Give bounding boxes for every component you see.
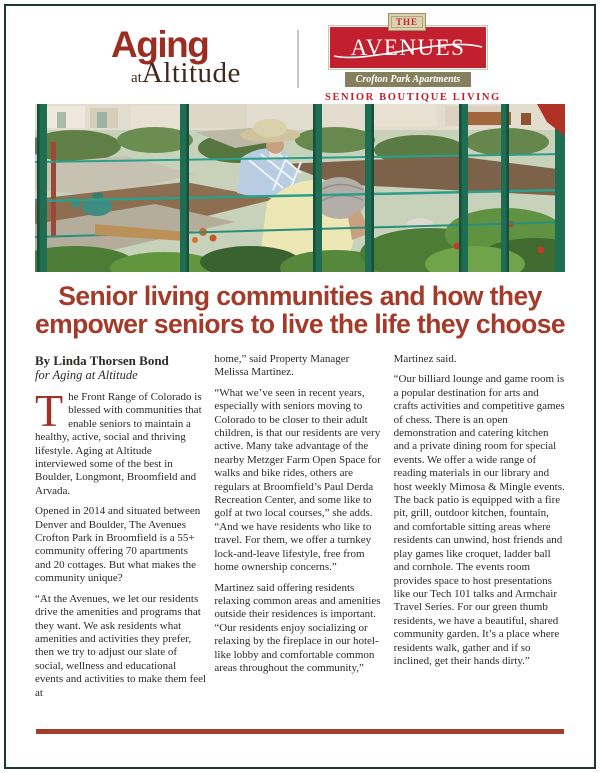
aging-logo-word: Aging	[111, 24, 209, 65]
article-headline	[26, 282, 575, 338]
paragraph: “Our billiard lounge and game room is a popular destination for arts and crafts activities and competitive games of chess. There is an open demonstration and catering kitchen and a private dining room for special events. We offer a wide range of reading materials in our library and host weekly Mimosa & Mingle events. The back patio is equipped with a fire pit, grill, outdoor kitchen, fountain, and comfortable sitting areas where residents can unwind, host friends and play games like croquet, ladder ball and cornhole. The events room provides space to host presentations like our Tech 101 talks and Armchair Travel Series. For our green thumb residents, we have a beautiful, shared community garden. It’s a place where residents walk, gather and if so inclined, get their hands dirty.”	[393, 373, 565, 667]
avenues-the-box: THE	[388, 13, 426, 31]
paragraph	[35, 385, 206, 498]
paragraph: Opened in 2014 and situated between Denver and Boulder, The Avenues Crofton Park in Broomfield is a 55+ community offering 70 apartments and 20 cottages. But what makes the community unique?	[35, 505, 201, 585]
headline-line1: Senior living communities and how they	[58, 281, 542, 311]
article-column-1	[35, 353, 206, 727]
paragraph-text: he Front Range of Colorado is blessed with communities that enable seniors to maintain a healthy, active, social and thriving lifestyle. Aging at Altitude interviewed some of the best in Boulder, Longmont, Broomfield and Arvada.	[35, 391, 202, 497]
avenues-name-box	[329, 26, 487, 69]
avenues-subtitle-banner: Crofton Park Apartments	[344, 71, 472, 88]
paragraph: Martinez said offering residents relaxing common areas and amenities outside their residences is important. “Our residents enjoy socializing or relaxing by the fireplace in our hotel-like lobby and comfortable common areas throughout the community,”	[214, 581, 381, 674]
avenues-logo	[325, 13, 501, 105]
header	[0, 0, 600, 104]
article-columns	[35, 353, 565, 727]
aging-at-altitude-logo	[111, 24, 271, 90]
byline-publication: for Aging at Altitude	[35, 368, 138, 382]
article-column-3	[394, 353, 565, 727]
community-garden-photo	[35, 104, 565, 272]
paragraph: “At the Avenues, we let our residents drive the amenities and programs that they want. We ask residents what amenities and activities they prefer, then we try to adjust our slate of social, wellness and educational events and activities to make them feel at	[35, 592, 207, 699]
drop-cap: T	[35, 385, 64, 436]
avenues-name: AVENUES	[350, 34, 466, 60]
aging-logo-altitude: Altitude	[141, 57, 241, 89]
paragraph: home,” said Property Manager Melissa Martinez.	[214, 353, 350, 379]
avenues-tagline: SENIOR BOUTIQUE LIVING	[325, 92, 501, 103]
paragraph: “What we’ve seen in recent years, especially with seniors moving to Colorado to be closer to their adult children, is that our residents are very active. Many take advantage of the nearby Metzger Farm Open Space for walks and bike rides, others are regulars at Broomfield’s Paul Derda Recreation Center, and some like to golf at two local courses,” she adds. “And we have residents who like to travel. For them, we offer a turnkey lock-and-leave lifestyle, free from home ownership concerns.”	[214, 386, 381, 574]
aging-logo-line2	[131, 57, 271, 90]
logo-divider	[297, 30, 299, 88]
byline-author: By Linda Thorsen Bond	[35, 353, 169, 368]
paragraph: Martinez said.	[393, 353, 457, 365]
bottom-accent-rule	[36, 729, 564, 734]
article-column-2	[214, 353, 385, 727]
aging-logo-at: at	[131, 70, 142, 86]
headline-line2: empower seniors to live the life they choose	[35, 309, 565, 339]
